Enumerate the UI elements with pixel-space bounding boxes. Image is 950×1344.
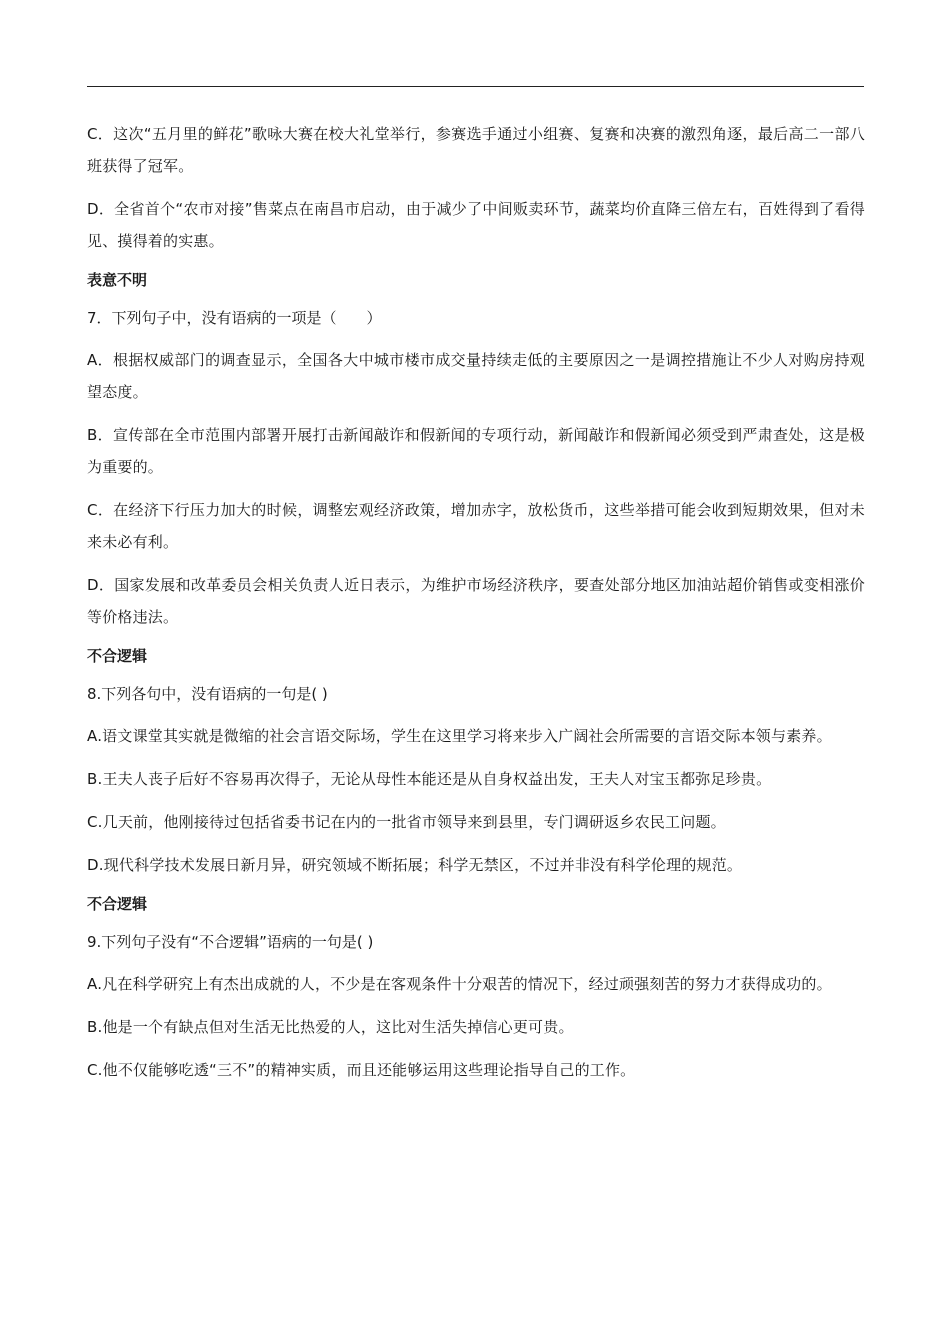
option-c: C．这次“五月里的鲜花”歌咏大赛在校大礼堂举行，参赛选手通过小组赛、复赛和决赛的激烈角逐，最后高二一部八班获得了冠军。 (87, 125, 865, 175)
option-d: D．国家发展和改革委员会相关负责人近日表示，为维护市场经济秩序，要查处部分地区加油站超价销售或变相涨价等价格违法。 (87, 576, 865, 626)
option-b: B.王夫人丧子后好不容易再次得子，无论从母性本能还是从自身权益出发，王夫人对宝玉都弥足珍贵。 (87, 770, 772, 788)
question-8: 8.下列各句中，没有语病的一句是( ) (87, 685, 328, 703)
header-rule (87, 86, 864, 87)
option-a: A.语文课堂其实就是微缩的社会言语交际场，学生在这里学习将来步入广阔社会所需要的言语交际本领与素养。 (87, 727, 832, 745)
question-7: 7．下列句子中，没有语病的一项是（ ） (87, 309, 382, 327)
section-heading: 不合逻辑 (87, 895, 148, 913)
section-heading: 不合逻辑 (87, 647, 148, 665)
option-d: D.现代科学技术发展日新月异，研究领域不断拓展；科学无禁区，不过并非没有科学伦理的规范。 (87, 856, 743, 874)
option-c: C.他不仅能够吃透“三不”的精神实质，而且还能够运用这些理论指导自己的工作。 (87, 1061, 636, 1079)
document-body (87, 118, 865, 1097)
option-a: A.凡在科学研究上有杰出成就的人，不少是在客观条件十分艰苦的情况下，经过顽强刻苦的努力才获得成功的。 (87, 975, 832, 993)
question-9: 9.下列句子没有“不合逻辑”语病的一句是( ) (87, 933, 374, 951)
option-a: A．根据权威部门的调查显示，全国各大中城市楼市成交量持续走低的主要原因之一是调控措施让不少人对购房持观望态度。 (87, 351, 865, 401)
section-heading: 表意不明 (87, 271, 148, 289)
option-c: C．在经济下行压力加大的时候，调整宏观经济政策，增加赤字，放松货币，这些举措可能会收到短期效果，但对未来未必有利。 (87, 501, 865, 551)
option-c: C.几天前，他刚接待过包括省委书记在内的一批省市领导来到县里，专门调研返乡农民工问题。 (87, 813, 726, 831)
option-d: D．全省首个“农市对接”售菜点在南昌市启动，由于减少了中间贩卖环节，蔬菜均价直降三倍左右，百姓得到了看得见、摸得着的实惠。 (87, 200, 865, 250)
option-b: B.他是一个有缺点但对生活无比热爱的人，这比对生活失掉信心更可贵。 (87, 1018, 574, 1036)
option-b: B．宣传部在全市范围内部署开展打击新闻敲诈和假新闻的专项行动，新闻敲诈和假新闻必须受到严肃查处，这是极为重要的。 (87, 426, 865, 476)
